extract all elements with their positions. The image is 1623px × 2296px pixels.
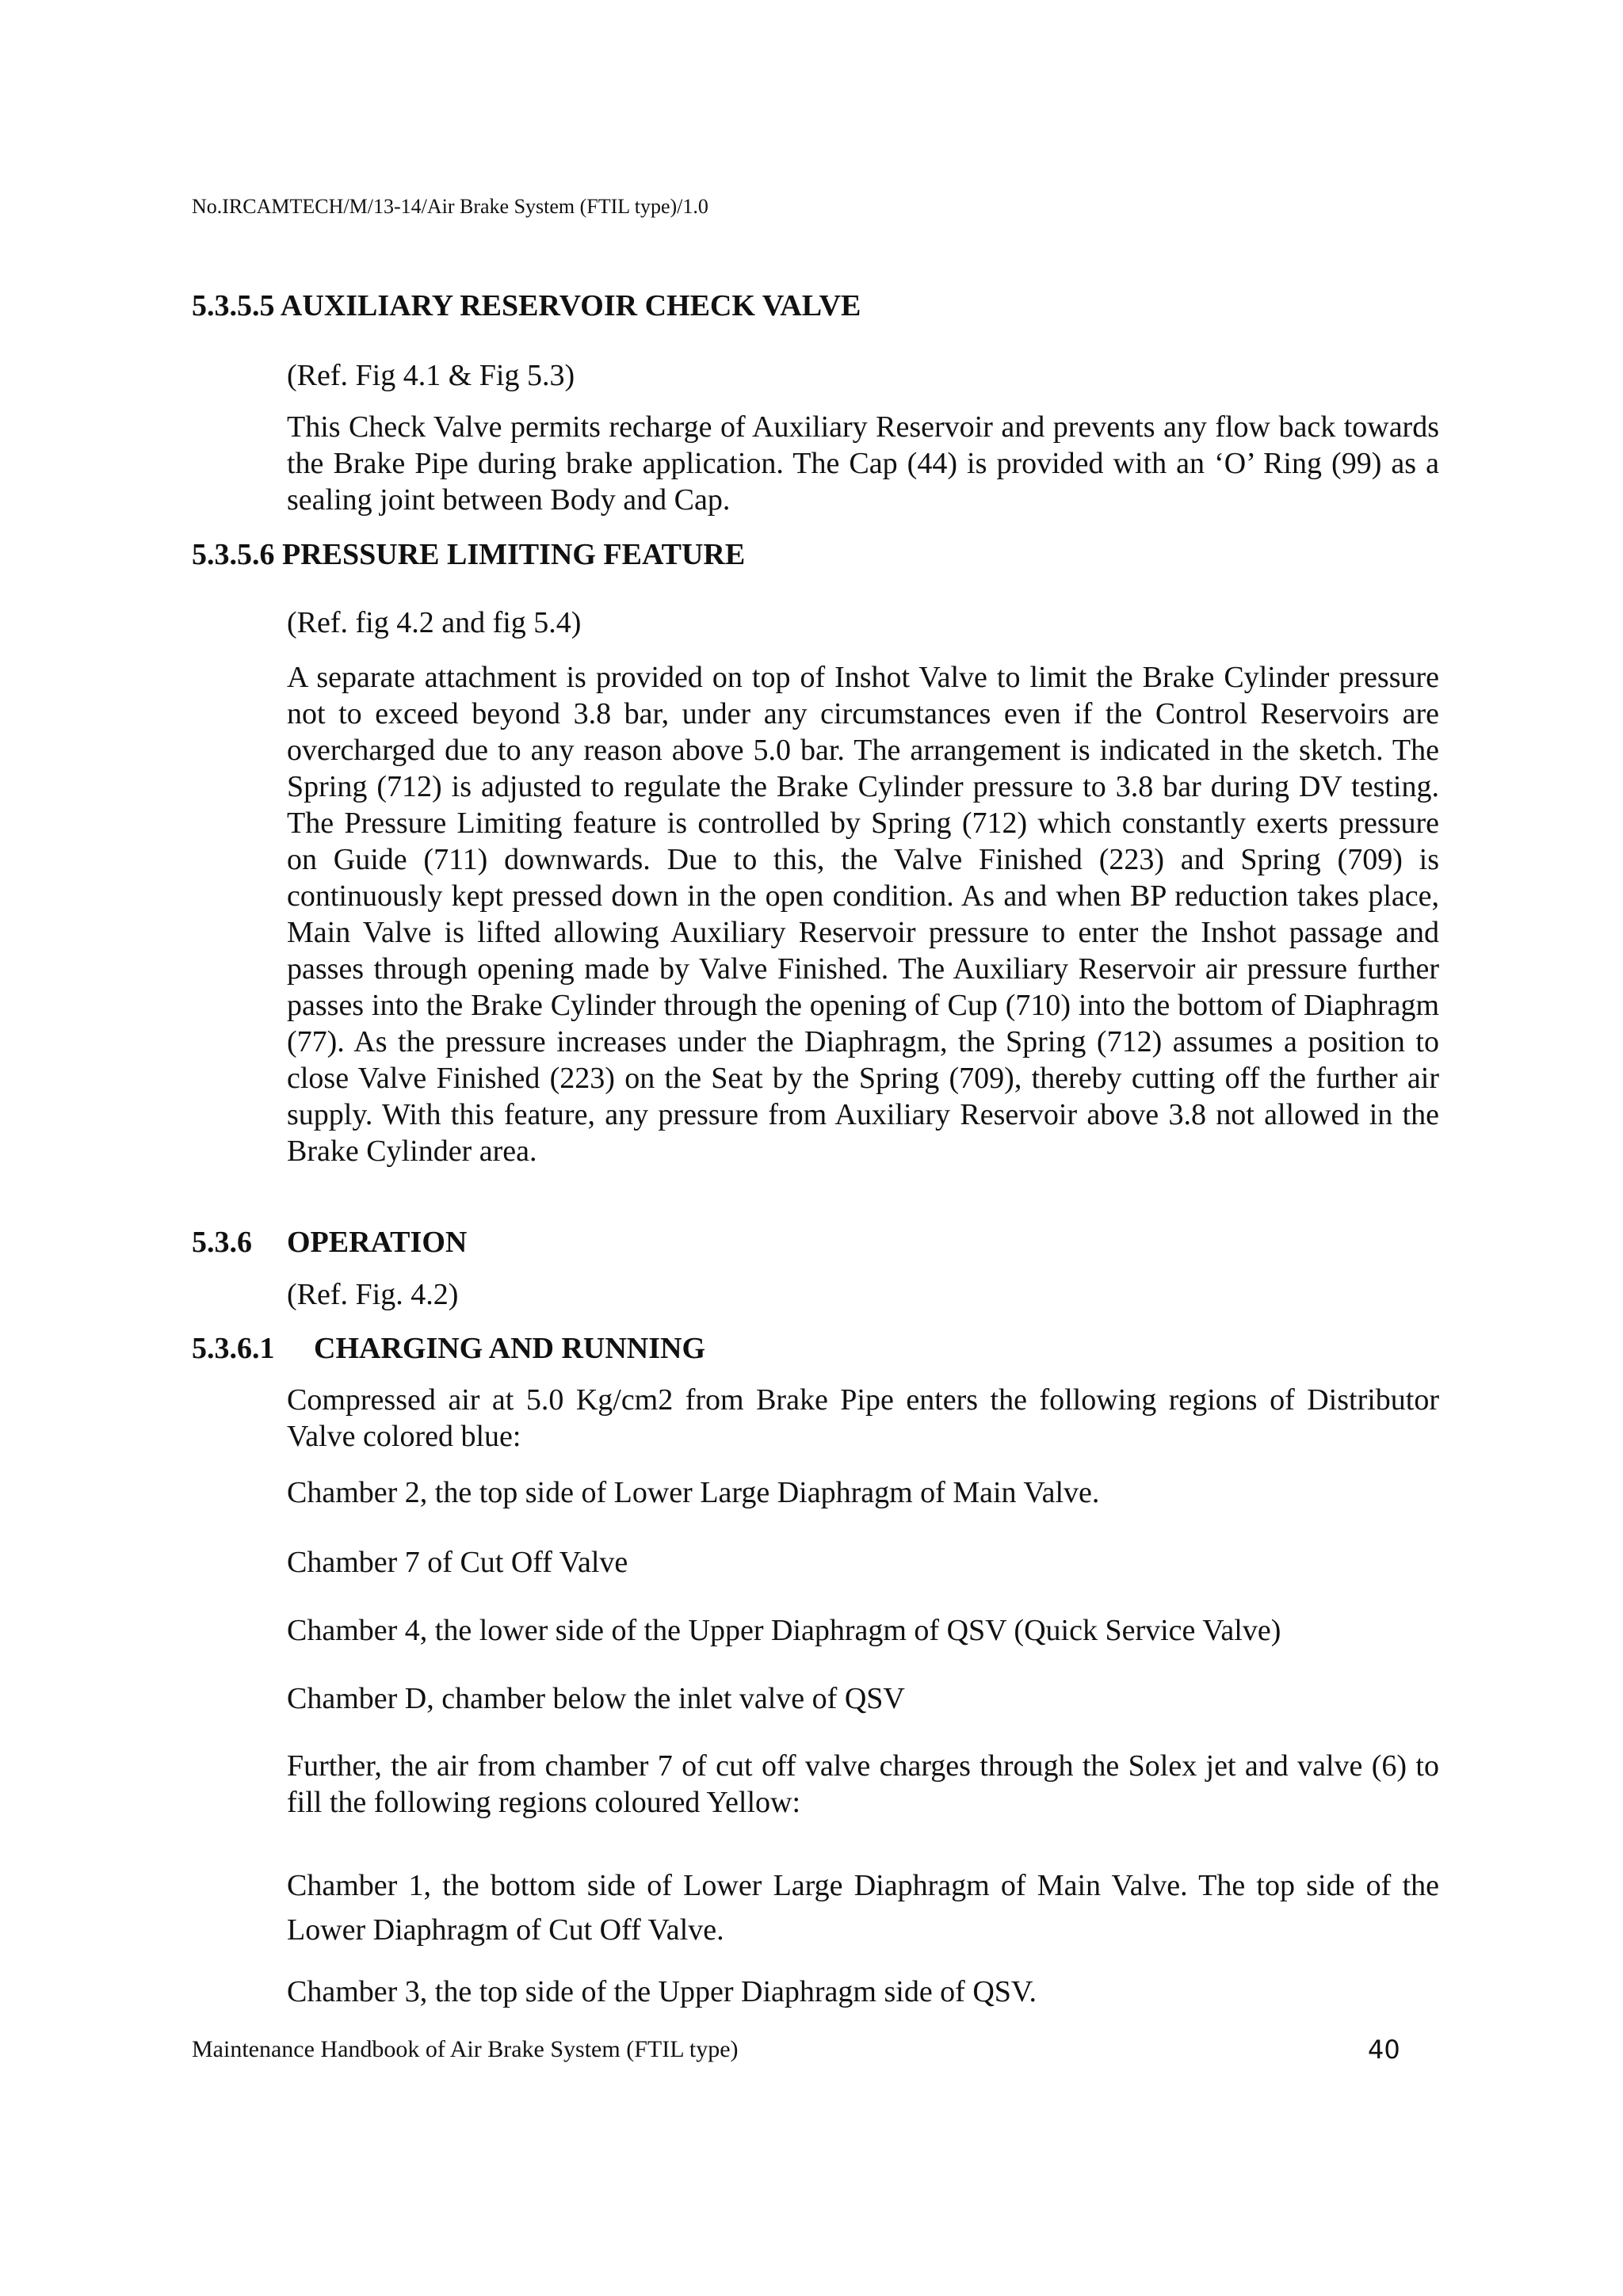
- footer-title: Maintenance Handbook of Air Brake System (FTIL type): [192, 2036, 739, 2062]
- line-chamber-d: Chamber D, chamber below the inlet valve of QSV: [287, 1682, 905, 1715]
- section-number-charging: 5.3.6.1: [192, 1332, 275, 1365]
- line-chamber-4: Chamber 4, the lower side of the Upper Diaphragm of QSV (Quick Service Valve): [287, 1614, 1281, 1647]
- para-aux-reservoir: This Check Valve permits recharge of Auxiliary Reservoir and prevents any flow back towards the Brake Pipe during brake application. The Cap (44) is provided with an ‘O’ Ring (99) as a sealing joint between Body and Cap.: [287, 410, 1439, 517]
- heading-pressure-limiting-feature: 5.3.5.6 PRESSURE LIMITING FEATURE: [192, 538, 746, 571]
- line-chamber-3: Chamber 3, the top side of the Upper Diaphragm side of QSV.: [287, 1975, 1037, 2008]
- document-id: No.IRCAMTECH/M/13-14/Air Brake System (FTIL type)/1.0: [192, 195, 708, 218]
- page-number: 40: [1368, 2035, 1400, 2065]
- para-charging-intro: Compressed air at 5.0 Kg/cm2 from Brake Pipe enters the following regions of Distributor Valve colored blue:: [287, 1383, 1439, 1453]
- line-chamber-7: Chamber 7 of Cut Off Valve: [287, 1546, 628, 1579]
- heading-charging-and-running: CHARGING AND RUNNING: [314, 1332, 706, 1365]
- section-number-operation: 5.3.6: [192, 1226, 252, 1259]
- heading-aux-reservoir-check-valve: 5.3.5.5 AUXILIARY RESERVOIR CHECK VALVE: [192, 289, 861, 322]
- line-chamber-2: Chamber 2, the top side of Lower Large Diaphragm of Main Valve.: [287, 1476, 1100, 1509]
- ref-operation: (Ref. Fig. 4.2): [287, 1278, 459, 1311]
- para-chamber-1: Chamber 1, the bottom side of Lower Large Diaphragm of Main Valve. The top side of the Lower Diaphragm of Cut Off Valve.: [287, 1869, 1439, 1947]
- ref-aux-reservoir: (Ref. Fig 4.1 & Fig 5.3): [287, 359, 575, 392]
- para-pressure-limiting: A separate attachment is provided on top of Inshot Valve to limit the Brake Cylinder pressure not to exceed beyond 3.8 bar, under any circumstances even if the Control Reservoirs are overcharged due to any reason above 5.0 bar. The arrangement is indicated in the sketch. The Spring (712) is adjusted to regulate the Brake Cylinder pressure to 3.8 bar during DV testing. The Pressure Limiting feature is controlled by Spring (712) which constantly exerts pressure on Guide (711) downwards. Due to this, the Valve Finished (223) and Spring (709) is continuously kept pressed down in the open condition. As and when BP reduction takes place, Main Valve is lifted allowing Auxiliary Reservoir pressure to enter the Inshot passage and passes through opening made by Valve Finished. The Auxiliary Reservoir air pressure further passes into the Brake Cylinder through the opening of Cup (710) into the bottom of Diaphragm (77). As the pressure increases under the Diaphragm, the Spring (712) assumes a position to close Valve Finished (223) on the Seat by the Spring (709), thereby cutting off the further air supply. With this feature, any pressure from Auxiliary Reservoir above 3.8 not allowed in the Brake Cylinder area.: [287, 661, 1439, 1168]
- heading-operation: OPERATION: [287, 1226, 468, 1259]
- ref-pressure-limiting: (Ref. fig 4.2 and fig 5.4): [287, 606, 582, 639]
- para-further-charging: Further, the air from chamber 7 of cut off valve charges through the Solex jet and valve (6) to fill the following regions coloured Yellow:: [287, 1749, 1439, 1819]
